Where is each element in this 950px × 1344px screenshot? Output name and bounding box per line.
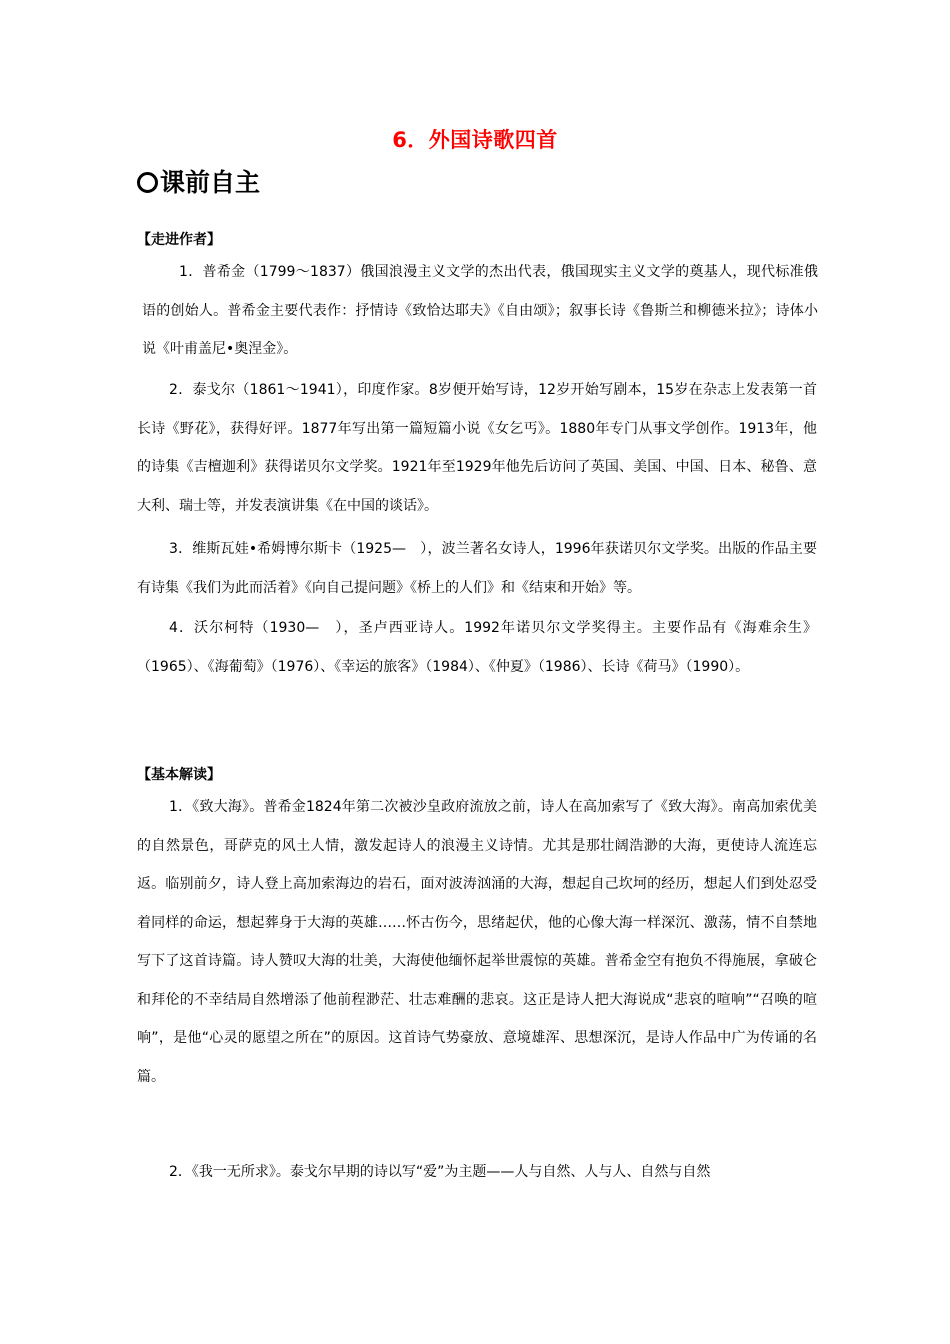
reading-paragraph-2: 2．《我一无所求》。泰戈尔早期的诗以写“爱”为主题——人与自然、人与人、自然与自然 <box>169 1164 711 1180</box>
reading-heading: 【基本解读】 <box>137 767 221 783</box>
section-heading <box>137 163 260 199</box>
page-title: 6．外国诗歌四首 <box>392 128 558 152</box>
reading-paragraph-1: 1．《致大海》。普希金1824年第二次被沙皇政府流放之前，诗人在高加索写了《致大海》。南高加索优美的自然景色，哥萨克的风土人情，激发起诗人的浪漫主义诗情。尤其是那壮阔浩渺的大海，更使诗人流连忘返。临别前夕，诗人登上高加索海边的岩石，面对波涛汹涌的大海，想起自己坎坷的经历，想起人们到处忍受着同样的命运，想起葬身于大海的英雄……怀古伤今，思绪起伏，他的心像大海一样深沉、激荡，情不自禁地写下了这首诗篇。诗人赞叹大海的壮美，大海使他缅怀起举世震惊的英雄。普希金空有抱负不得施展，拿破仑和拜伦的不幸结局自然增添了他前程渺茫、壮志难酬的悲哀。这正是诗人把大海说成“悲哀的喧响”“召唤的喧响”，是他“心灵的愿望之所在”的原因。这首诗气势豪放、意境雄浑、思想深沉，是诗人作品中广为传诵的名篇。 <box>137 799 817 1085</box>
author-paragraph-3: 3．维斯瓦娃•希姆博尔斯卡（1925— ），波兰著名女诗人，1996年获诺贝尔文学奖。出版的作品主要有诗集《我们为此而活着》《向自己提问题》《桥上的人们》和《结束和开始》等。 <box>137 541 817 596</box>
author-paragraph-2: 2．泰戈尔（1861～1941），印度作家。8岁便开始写诗，12岁开始写剧本，15岁在杂志上发表第一首长诗《野花》，获得好评。1877年写出第一篇短篇小说《女乞丐》。1880年专门从事文学创作。1913年，他的诗集《吉檀迦利》获得诺贝尔文学奖。1921年至1929年他先后访问了英国、美国、中国、日本、秘鲁、意大利、瑞士等，并发表演讲集《在中国的谈话》。 <box>137 382 817 514</box>
author-paragraph-1: 1．普希金（1799～1837）俄国浪漫主义文学的杰出代表，俄国现实主义文学的奠基人，现代标准俄语的创始人。普希金主要代表作：抒情诗《致恰达耶夫》《自由颂》；叙事长诗《鲁斯兰和柳德米拉》；诗体小说《叶甫盖尼•奥涅金》。 <box>142 264 818 357</box>
author-paragraph-4: 4．沃尔柯特（1930— ），圣卢西亚诗人。1992年诺贝尔文学奖得主。主要作品有《海难余生》（1965）、《海葡萄》（1976）、《幸运的旅客》（1984）、《仲夏》（1986）、长诗《荷马》（1990）。 <box>137 620 817 675</box>
section-heading-text: 课前自主 <box>160 168 261 197</box>
double-circle-icon <box>137 172 158 193</box>
author-heading: 【走进作者】 <box>137 232 221 248</box>
